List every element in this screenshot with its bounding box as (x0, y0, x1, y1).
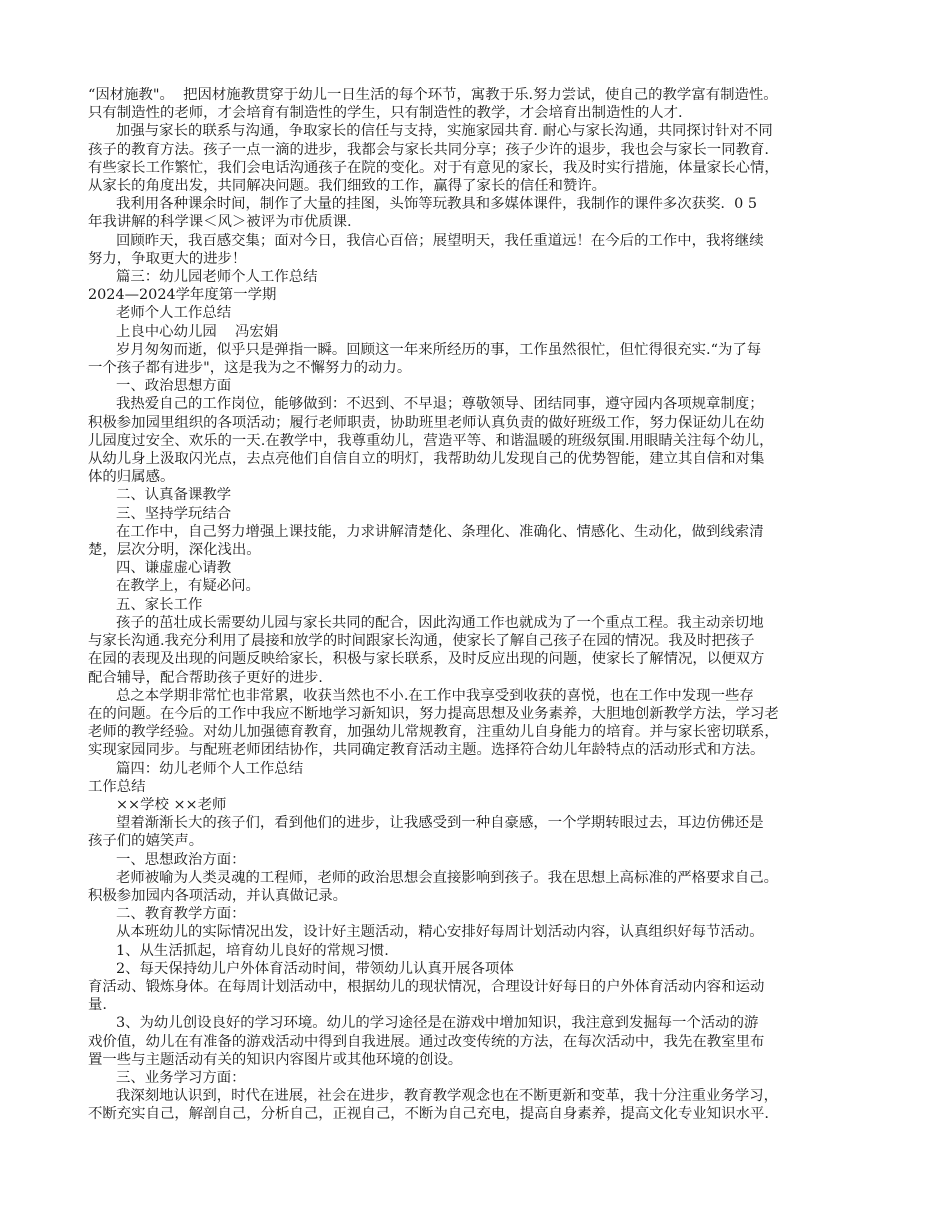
text-line: 只有制造性的老师，才会培育有制造性的学生，只有制造性的教学，才会培育出制造性的人才. (88, 105, 683, 122)
text-line: 一、思想政治方面： (116, 851, 246, 868)
text-line: 在教学上，有疑必问。 (116, 578, 260, 595)
text-line: 五、家长工作 (116, 596, 203, 613)
text-line: 从幼儿身上汲取闪光点，去点亮他们自信自立的明灯，我帮助幼儿发现自己的优势智能，建立其自信和对集 (88, 451, 765, 468)
text-line: 年我讲解的科学课＜风＞被评为市优质课. (88, 214, 352, 231)
text-line: ××学校 ××老师 (116, 796, 227, 813)
text-line: 积极参加园里组织的各项活动；履行老师职责，协助班里老师认真负责的做好班级工作，努力保证幼儿在幼 (88, 414, 765, 431)
text-line: 孩子的教育方法。孩子一点一滴的进步，我都会与家长共同分享；孩子少许的退步，我也会与家长一同教育. (88, 141, 769, 158)
text-line: 二、认真备课教学 (116, 487, 232, 504)
text-line: 不断充实自己，解剖自己，分析自己，正视自己，不断为自己充电，提高自身素养，提高文化专业知识水平. (88, 1106, 769, 1123)
text-line: 一、政治思想方面 (116, 378, 232, 395)
text-line: 3、为幼儿创设良好的学习环境。幼儿的学习途径是在游戏中增加知识，我注意到发掘每一个活动的游 (116, 1015, 759, 1032)
text-line: 二、教育教学方面： (116, 906, 246, 923)
text-line: 在的问题。在今后的工作中我应不断地学习新知识，努力提高思想及业务素养，大胆地创新教学方法，学习老 (88, 705, 779, 722)
text-line: 四、谦虚虚心请教 (116, 560, 232, 577)
text-line: 篇三：幼儿园老师个人工作总结 (116, 269, 318, 286)
text-line: 岁月匆匆而逝，似乎只是弹指一瞬。回顾这一年来所经历的事，工作虽然很忙，但忙得很充实.“为了每 (116, 341, 762, 358)
text-line: “因材施教"。 把因材施教贯穿于幼儿一日生活的每个环节，寓教于乐.努力尝试，使自己的教学富有制造性。 (88, 87, 778, 103)
text-line: 育活动、锻炼身体。在每周计划活动中，根据幼儿的现状情况，合理设计好每日的户外体育活动内容和运动 (88, 978, 765, 995)
text-line: 孩子们的嬉笑声。 (88, 833, 204, 850)
text-line: 戏价值，幼儿在有准备的游戏活动中得到自我进展。通过改变传统的方法，在每次活动中，我先在教室里布 (88, 1033, 765, 1050)
text-line: 三、业务学习方面： (116, 1069, 246, 1086)
text-line: 我热爱自己的工作岗位，能够做到：不迟到、不早退；尊敬领导、团结同事，遵守园内各项规章制度； (116, 396, 764, 413)
document-body (88, 86, 878, 1124)
text-line: 在工作中，自己努力增强上课技能，力求讲解清楚化、条理化、准确化、情感化、生动化，做到线索清 (116, 523, 764, 540)
text-line: 置一些与主题活动有关的知识内容图片或其他环境的创设。 (88, 1051, 463, 1068)
text-line: 2024—2024学年度第一学期 (88, 287, 277, 304)
text-line: 配合辅导，配合帮助孩子更好的进步. (88, 669, 323, 686)
text-line: 与家长沟通.我充分利用了晨接和放学的时间跟家长沟通，使家长了解自己孩子在园的情况。我及时把孩子 (88, 633, 755, 650)
text-line: 上良中心幼儿园 冯宏娟 (116, 323, 279, 340)
text-line: 工作总结 (88, 778, 146, 795)
text-line: 楚，层次分明，深化浅出。 (88, 542, 261, 559)
text-line: 有些家长工作繁忙，我们会电话沟通孩子在院的变化。对于有意见的家长，我及时实行措施，体量家长心情， (88, 159, 779, 176)
text-line: 三、坚持学玩结合 (116, 505, 232, 522)
text-line: 孩子的茁壮成长需要幼儿园与家长共同的配合，因此沟通工作也就成为了一个重点工程。我主动亲切地 (116, 614, 764, 631)
text-line: 体的归属感。 (88, 469, 175, 486)
text-line: 总之本学期非常忙也非常累，收获当然也不小.在工作中我享受到收获的喜悦，也在工作中发现一些存 (116, 687, 754, 704)
text-line: 儿园度过安全、欢乐的一天.在教学中，我尊重幼儿，营造平等、和谐温暖的班级氛围.用眼睛关注每个幼儿， (88, 432, 774, 449)
text-line: 我深刻地认识到，时代在进展，社会在进步，教育教学观念也在不断更新和变革，我十分注重业务学习， (116, 1088, 778, 1105)
text-line: 1、从生活抓起，培育幼儿良好的常规习惯. (116, 942, 389, 959)
text-line: 量. (88, 997, 107, 1014)
text-line: 老师的教学经验。对幼儿加强德育教育，加强幼儿常规教育，注重幼儿自身能力的培育。并与家长密切联系， (88, 724, 779, 741)
text-line: 2、每天保持幼儿户外体育活动时间，带领幼儿认真开展各项体 (116, 960, 514, 977)
text-line: 望着渐渐长大的孩子们，看到他们的进步，让我感受到一种自豪感，一个学期转眼过去，耳边仿佛还是 (116, 815, 764, 832)
text-line: 努力，争取更大的进步！ (88, 250, 247, 267)
text-line: 在园的表现及出现的问题反映给家长，积极与家长联系，及时反应出现的问题，使家长了解情况，以便双方 (88, 651, 765, 668)
text-line: 老师个人工作总结 (116, 305, 232, 322)
text-line: 老师被喻为人类灵魂的工程师，老师的政治思想会直接影响到孩子。我在思想上高标准的严格要求自己。 (116, 869, 778, 886)
text-line: 篇四：幼儿老师个人工作总结 (116, 760, 304, 777)
text-line: 我利用各种课余时间，制作了大量的挂图，头饰等玩教具和多媒体课件，我制作的课件多次获奖. 0 5 (116, 196, 758, 213)
text-line: 加强与家长的联系与沟通，争取家长的信任与支持，实施家园共育. 耐心与家长沟通，共同探讨针对不同 (116, 123, 773, 140)
text-line: 积极参加园内各项活动，并认真做记录。 (88, 887, 348, 904)
text-line: 一个孩子都有进步"，这是我为之不懈努力的动力。 (88, 360, 412, 377)
text-line: 从本班幼儿的实际情况出发，设计好主题活动，精心安排好每周计划活动内容，认真组织好每节活动。 (116, 924, 764, 941)
text-line: 从家长的角度出发，共同解决问题。我们细致的工作，赢得了家长的信任和赞许。 (88, 178, 607, 195)
text-line: 实现家园同步。与配班老师团结协作，共同确定教育活动主题。选择符合幼儿年龄特点的活动形式和方法。 (88, 742, 765, 759)
text-line: 回顾昨天，我百感交集；面对今日，我信心百倍；展望明天，我任重道远！在今后的工作中，我将继续 (116, 232, 764, 249)
